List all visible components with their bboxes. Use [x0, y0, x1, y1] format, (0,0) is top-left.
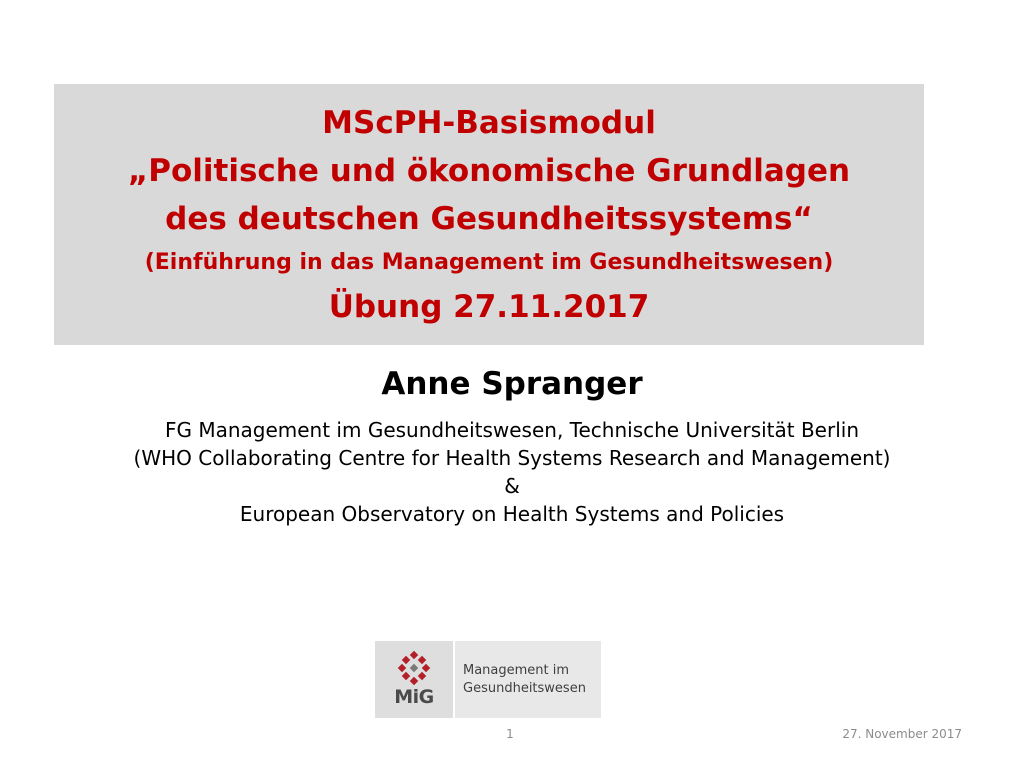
- affiliation-line-3: &: [504, 474, 520, 498]
- affiliation-line-4: European Observatory on Health Systems and Policies: [239, 502, 785, 526]
- title-box: [54, 84, 924, 345]
- title-line-2: „Politische und ökonomische Grundlagen: [127, 152, 851, 189]
- logo-text-line-1: Management im: [463, 662, 570, 678]
- mig-logo: [375, 641, 601, 718]
- logo-text: [455, 641, 601, 718]
- title-line-1: MScPH-Basismodul: [322, 104, 656, 141]
- title-line-3: des deutschen Gesundheitssystems“: [165, 200, 813, 237]
- logo-wordmark: MiG: [394, 686, 434, 708]
- title-line-5: Übung 27.11.2017: [328, 288, 650, 325]
- affiliation-line-1: FG Management im Gesundheitswesen, Technische Universität Berlin: [164, 418, 860, 442]
- title-line-4: (Einführung in das Management im Gesundheitswesen): [144, 249, 834, 275]
- page-number: 1: [506, 727, 514, 741]
- logo-mark: [375, 641, 455, 718]
- affiliation: [0, 416, 1024, 528]
- affiliation-line-2: (WHO Collaborating Centre for Health Systems Research and Management): [133, 446, 891, 470]
- author-name: Anne Spranger: [381, 366, 643, 402]
- footer-date: 27. November 2017: [842, 727, 962, 741]
- logo-text-line-2: Gesundheitswesen: [463, 680, 586, 696]
- pinwheel-icon: [395, 651, 433, 685]
